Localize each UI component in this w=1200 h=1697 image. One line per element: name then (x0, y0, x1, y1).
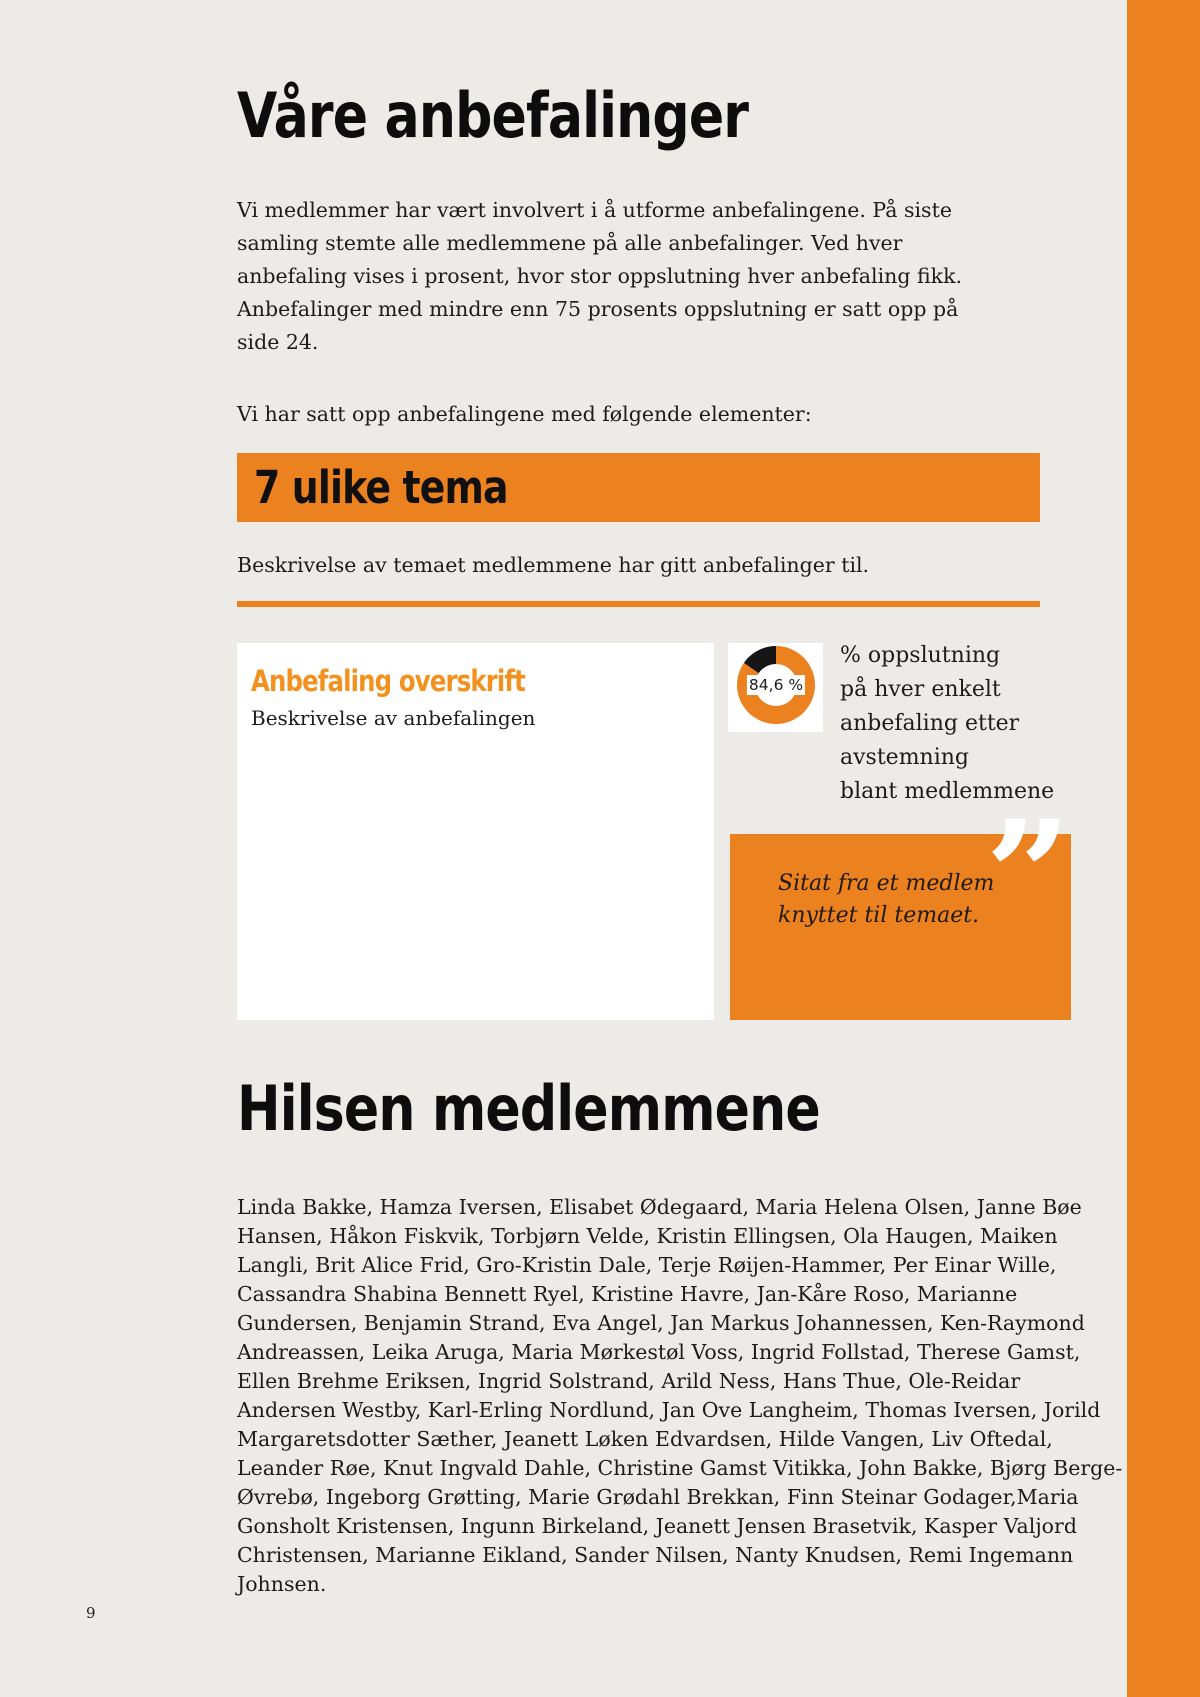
members-names-paragraph (237, 1193, 1122, 1599)
names-line: Christensen, Marianne Eikland, Sander Nilsen, Nanty Knudsen, Remi Ingemann (237, 1543, 1074, 1567)
orange-sidebar-band (1127, 0, 1200, 1697)
recommendation-card (237, 643, 714, 1020)
names-line: Ellen Brehme Eriksen, Ingrid Solstrand, Arild Ness, Hans Thue, Ole-Reidar (237, 1369, 1021, 1393)
recommendation-card-heading-text: Anbefaling overskrift (251, 664, 525, 698)
intro-line: Anbefalinger med mindre enn 75 prosents oppslutning er satt opp på (237, 297, 959, 321)
greeting-title-text: Hilsen medlemmene (237, 1072, 820, 1145)
recommendation-card-description: Beskrivelse av anbefalingen (251, 706, 536, 730)
names-line: Gonsholt Kristensen, Ingunn Birkeland, Jeanett Jensen Brasetvik, Kasper Valjord (237, 1514, 1077, 1538)
orange-divider-rule (237, 601, 1040, 607)
theme-banner-label (237, 453, 1040, 522)
approval-donut-panel (728, 643, 823, 732)
page-title-text: Våre anbefalinger (237, 79, 749, 152)
donut-caption-line: på hver enkelt (840, 677, 1001, 702)
names-line: Andreassen, Leika Aruga, Maria Mørkestøl Voss, Ingrid Follstad, Therese Gamst, (237, 1340, 1081, 1364)
greeting-title (237, 1072, 931, 1145)
donut-caption-line: anbefaling etter (840, 711, 1020, 736)
intro-line: samling stemte alle medlemmene på alle anbefalinger. Ved hver (237, 231, 903, 255)
names-line: Cassandra Shabina Bennett Ryel, Kristine Havre, Jan-Kåre Roso, Marianne (237, 1282, 1018, 1306)
names-line: Johnsen. (237, 1572, 327, 1596)
names-line: Linda Bakke, Hamza Iversen, Elisabet Ødegaard, Maria Helena Olsen, Janne Bøe (237, 1195, 1082, 1219)
donut-caption-line: blant medlemmene (840, 779, 1055, 804)
names-line: Øvrebø, Ingeborg Grøtting, Marie Grødahl Brekkan, Finn Steinar Godager,Maria (237, 1485, 1079, 1509)
names-line: Hansen, Håkon Fiskvik, Torbjørn Velde, Kristin Ellingsen, Ola Haugen, Maiken (237, 1224, 1058, 1248)
names-line: Leander Røe, Knut Ingvald Dahle, Christine Gamst Vitikka, John Bakke, Bjørg Berge- (237, 1456, 1123, 1480)
elements-intro-line: Vi har satt opp anbefalingene med følgende elementer: (237, 402, 812, 426)
names-line: Margaretsdotter Sæther, Jeanett Løken Edvardsen, Hilde Vangen, Liv Oftedal, (237, 1427, 1053, 1451)
names-line: Gundersen, Benjamin Strand, Eva Angel, Jan Markus Johannessen, Ken-Raymond (237, 1311, 1085, 1335)
quote-line: Sitat fra et medlem (778, 871, 995, 896)
approval-donut (737, 646, 815, 724)
names-line: Andersen Westby, Karl-Erling Nordlund, Jan Ove Langheim, Thomas Iversen, Jorild (237, 1398, 1101, 1422)
quote-line: knyttet til temaet. (778, 903, 980, 928)
donut-caption-line: % oppslutning (840, 643, 1001, 668)
theme-description: Beskrivelse av temaet medlemmene har gitt anbefalinger til. (237, 553, 870, 577)
intro-line: side 24. (237, 330, 319, 354)
recommendation-card-heading (251, 664, 577, 698)
donut-caption-line: avstemning (840, 745, 970, 770)
names-line: Langli, Brit Alice Frid, Gro-Kristin Dale, Terje Røijen-Hammer, Per Einar Wille, (237, 1253, 1057, 1277)
quote-text (778, 868, 994, 932)
theme-banner-text: 7 ulike tema (254, 461, 508, 514)
quote-icon: ” (985, 788, 1072, 964)
intro-line: Vi medlemmer har vært involvert i å utforme anbefalingene. På siste (237, 198, 952, 222)
intro-line: anbefaling vises i prosent, hvor stor oppslutning hver anbefaling fikk. (237, 264, 963, 288)
theme-banner (237, 453, 1040, 522)
approval-donut-caption (840, 639, 1054, 809)
page-title (237, 79, 846, 152)
approval-donut-value: 84,6 % (748, 676, 804, 694)
page-number: 9 (86, 1604, 96, 1622)
intro-paragraph (237, 194, 962, 359)
